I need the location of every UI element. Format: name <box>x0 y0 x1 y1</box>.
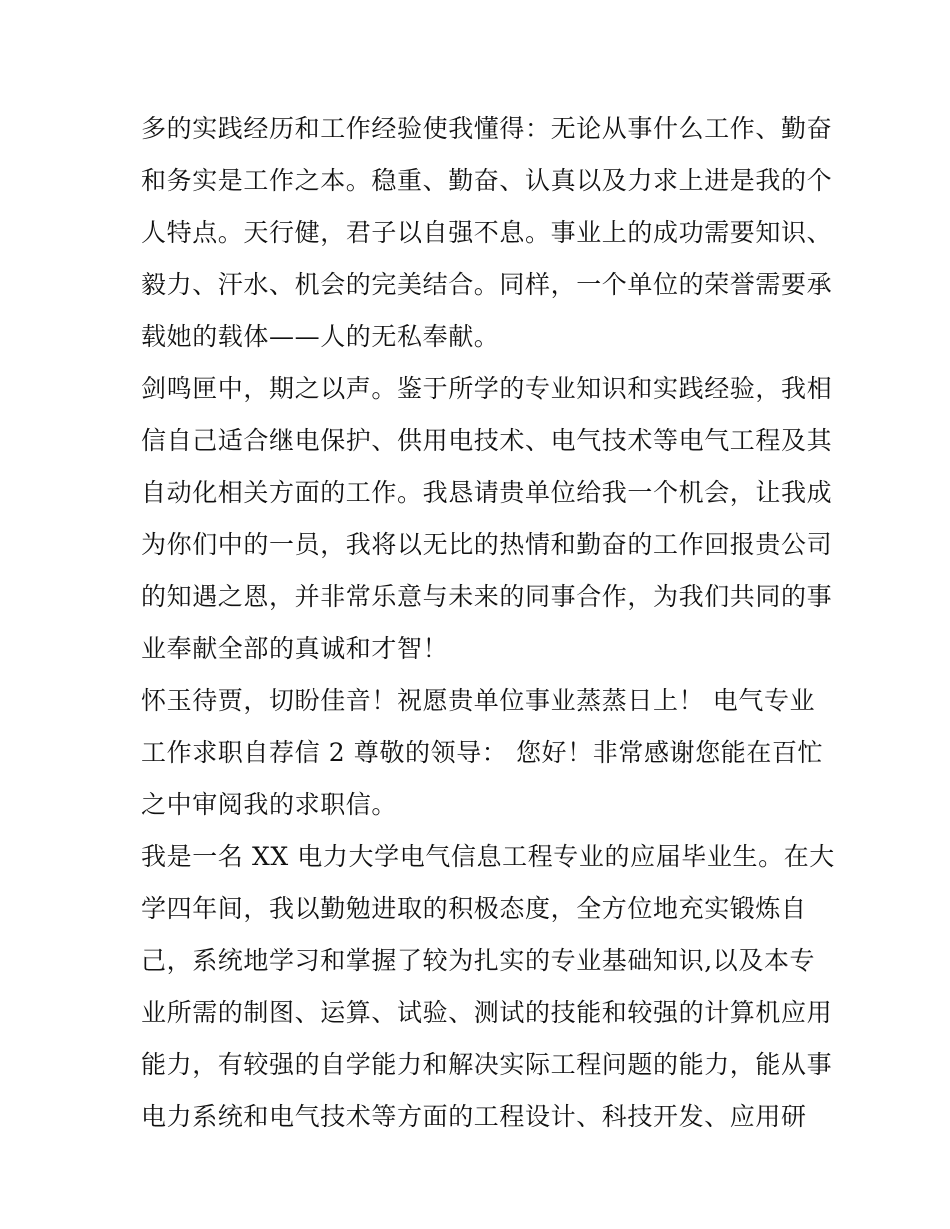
text-line: 多的实践经历和工作经验使我懂得：无论从事什么工作、勤奋 <box>141 114 833 143</box>
text-line: 我是一名 XX 电力大学电气信息工程专业的应届毕业生。在大 <box>141 842 835 871</box>
text-line: 信自己适合继电保护、供用电技术、电气技术等电气工程及其 <box>141 426 833 455</box>
text-line: 和务实是工作之本。稳重、勤奋、认真以及力求上进是我的个 <box>141 166 833 195</box>
text-line: 学四年间，我以勤勉进取的积极态度，全方位地充实锻炼自 <box>141 894 807 923</box>
text-line: 人特点。天行健，君子以自强不息。事业上的成功需要知识、 <box>141 218 833 247</box>
text-line: 之中审阅我的求职信。 <box>141 790 398 819</box>
text-line: 为你们中的一员，我将以无比的热情和勤奋的工作回报贵公司 <box>141 530 833 559</box>
text-line: 毅力、汗水、机会的完美结合。同样，一个单位的荣誉需要承 <box>141 270 833 299</box>
text-line: 工作求职自荐信 2 尊敬的领导： 您好！非常感谢您能在百忙 <box>141 738 824 767</box>
text-line: 业所需的制图、运算、试验、测试的技能和较强的计算机应用 <box>141 998 833 1027</box>
text-line: 载她的载体——人的无私奉献。 <box>141 322 500 351</box>
text-line: 能力，有较强的自学能力和解决实际工程问题的能力，能从事 <box>141 1050 833 1079</box>
text-line: 的知遇之恩，并非常乐意与未来的同事合作，为我们共同的事 <box>141 582 833 611</box>
text-line: 剑鸣匣中，期之以声。鉴于所学的专业知识和实践经验，我相 <box>141 374 833 403</box>
text-line: 电力系统和电气技术等方面的工程设计、科技开发、应用研 <box>141 1102 807 1131</box>
text-line: 业奉献全部的真诚和才智！ <box>141 634 449 663</box>
text-line: 怀玉待贾，切盼佳音！祝愿贵单位事业蒸蒸日上！ 电气专业 <box>141 686 816 715</box>
text-line: 自动化相关方面的工作。我恳请贵单位给我一个机会，让我成 <box>141 478 833 507</box>
text-line: 己，系统地学习和掌握了较为扎实的专业基础知识,以及本专 <box>141 946 816 975</box>
